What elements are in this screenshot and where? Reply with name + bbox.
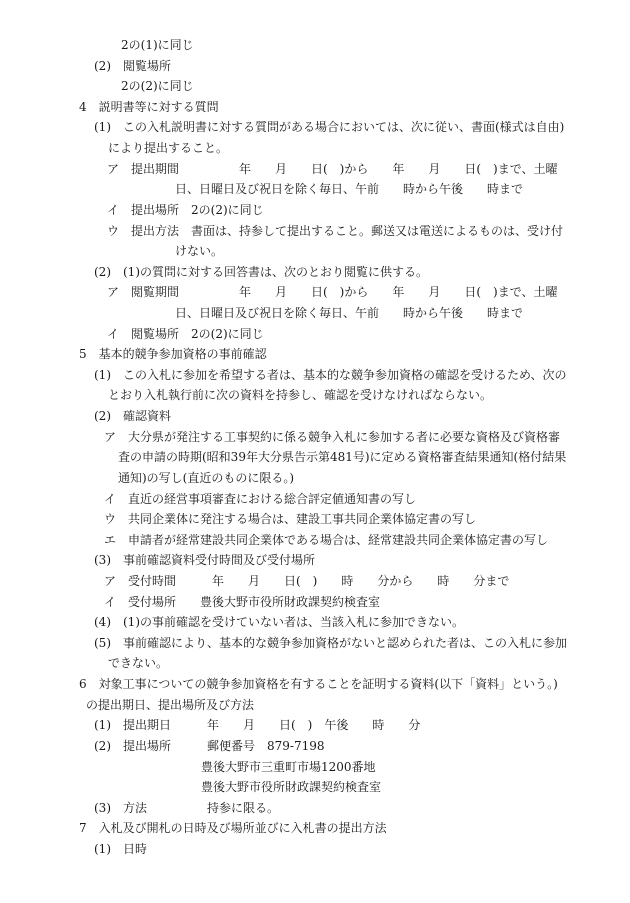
- text-line: 日、日曜日及び祝日を除く毎日、午前 時から午後 時まで: [175, 306, 524, 320]
- text-line: 日、日曜日及び祝日を除く毎日、午前 時から午後 時まで: [175, 182, 524, 196]
- text-line: ア 提出期間 年 月 日( )から 年 月 日( )まで、土曜: [107, 162, 558, 176]
- text-line: イ 受付場所 豊後大野市役所財政課契約検査室: [104, 595, 381, 609]
- text-line: (1) 提出期日 年 月 日( ) 午後 時 分: [94, 718, 421, 732]
- text-line: (3) 事前確認資料受付時間及び受付場所: [94, 553, 315, 567]
- text-line: (1) 日時: [94, 842, 147, 856]
- text-line: ア 受付時間 年 月 日( ) 時 分から 時 分まで: [104, 574, 510, 588]
- text-line: とおり入札執行前に次の資料を持参し、確認を受けなければならない。: [108, 388, 493, 402]
- text-line: により提出すること。: [108, 141, 229, 155]
- text-line: 2の(1)に同じ: [121, 38, 194, 52]
- text-line: (4) (1)の事前確認を受けていない者は、当該入札に参加できない。: [94, 615, 464, 629]
- section-heading: 6 対象工事についての競争参加資格を有することを証明する資料(以下「資料」という。): [79, 677, 558, 691]
- text-line: ウ 共同企業体に発注する場合は、建設工事共同企業体協定書の写し: [104, 512, 477, 526]
- text-line: エ 申請者が経常建設共同企業体である場合は、経常建設共同企業体協定書の写し: [104, 533, 549, 547]
- text-line: ウ 提出方法 書面は、持参して提出すること。郵送又は電送によるものは、受け付: [107, 224, 564, 238]
- text-line: イ 閲覧場所 2の(2)に同じ: [107, 327, 264, 341]
- section-heading: 5 基本的競争参加資格の事前確認: [79, 347, 267, 361]
- text-line: 2の(2)に同じ: [121, 79, 194, 93]
- text-line: (2) 確認資料: [94, 409, 171, 423]
- text-line: けない。: [175, 244, 224, 258]
- text-line: (2) 閲覧場所: [94, 59, 171, 73]
- text-line: 査の申請の時期(昭和39年大分県告示第481号)に定める資格審査結果通知(格付結果: [118, 450, 567, 464]
- text-line: (5) 事前確認により、基本的な競争参加資格がないと認められた者は、この入札に参加: [94, 636, 568, 650]
- text-line: 通知)の写し(直近のものに限る。): [118, 471, 295, 485]
- text-line: の提出期日、提出場所及び方法: [86, 698, 255, 712]
- text-line: 豊後大野市役所財政課契約検査室: [201, 780, 382, 794]
- text-line: (1) この入札説明書に対する質問がある場合においては、次に従い、書面(様式は自由): [94, 120, 565, 134]
- text-line: (3) 方法 持参に限る。: [94, 801, 279, 815]
- text-line: イ 直近の経営事項審査における総合評定値通知書の写し: [104, 492, 417, 506]
- text-line: ア 閲覧期間 年 月 日( )から 年 月 日( )まで、土曜: [107, 285, 558, 299]
- text-line: ア 大分県が発注する工事契約に係る競争入札に参加する者に必要な資格及び資格審: [104, 430, 561, 444]
- text-line: (2) (1)の質問に対する回答書は、次のとおり閲覧に供する。: [94, 265, 428, 279]
- text-line: (1) この入札に参加を希望する者は、基本的な競争参加資格の確認を受けるため、次の: [94, 368, 567, 382]
- section-heading: 4 説明書等に対する質問: [79, 100, 219, 114]
- text-line: できない。: [108, 656, 169, 670]
- text-line: 豊後大野市三重町市場1200番地: [201, 760, 376, 774]
- text-line: イ 提出場所 2の(2)に同じ: [107, 203, 264, 217]
- text-line: (2) 提出場所 郵便番号 879-7198: [94, 739, 325, 753]
- section-heading: 7 入札及び開札の日時及び場所並びに入札書の提出方法: [79, 821, 387, 835]
